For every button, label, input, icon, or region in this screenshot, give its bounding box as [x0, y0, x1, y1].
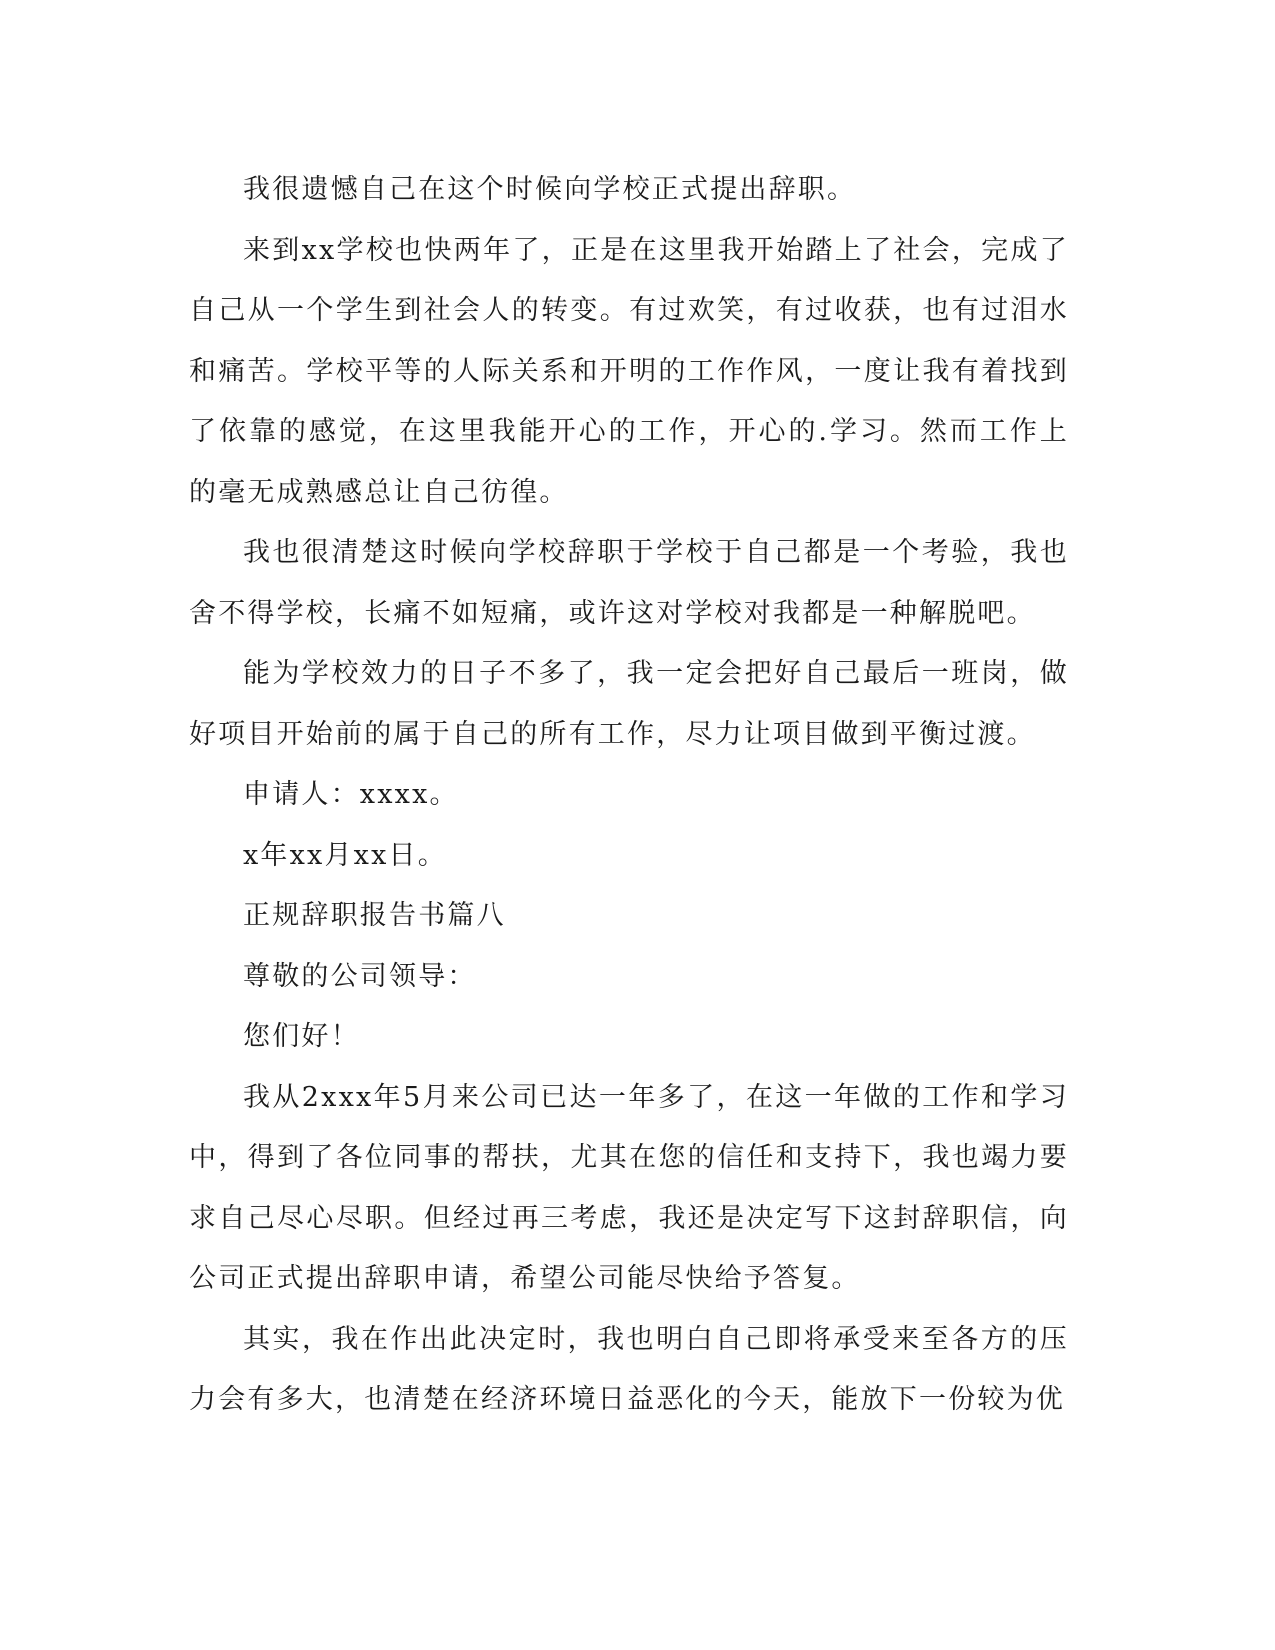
applicant-line: 申请人：xxxx。: [243, 779, 459, 810]
paragraph-final-duties: 能为学校效力的日子不多了，我一定会把好自己最后一班岗，做好项目开始前的属于自己的所有工作，尽力让项目做到平衡过渡。: [189, 658, 1069, 750]
greeting: 您们好！: [243, 1021, 360, 1052]
section-heading: 正规辞职报告书篇八: [243, 900, 506, 931]
paragraph-two-years-at-school: 来到xx学校也快两年了，正是在这里我开始踏上了社会，完成了自己从一个学生到社会人的转变。有过欢笑，有过收获，也有过泪水和痛苦。学校平等的人际关系和开明的工作作风，一度让我有着找到了依靠的感觉，在这里我能开心的工作，开心的.学习。然而工作上的毫无成熟感总让自己彷徨。: [189, 234, 1069, 508]
paragraph-test-and-relief: 我也很清楚这时候向学校辞职于学校于自己都是一个考验，我也舍不得学校，长痛不如短痛，或许这对学校对我都是一种解脱吧。: [189, 537, 1069, 629]
date-line: x年xx月xx日。: [243, 839, 447, 871]
paragraph-one-year-at-company: 我从2xxx年5月来公司已达一年多了，在这一年做的工作和学习中，得到了各位同事的帮扶，尤其在您的信任和支持下，我也竭力要求自己尽心尽职。但经过再三考虑，我还是决定写下这封辞职信，向公司正式提出辞职申请，希望公司能尽快给予答复。: [189, 1081, 1069, 1294]
document-body: [189, 160, 1069, 1431]
paragraph-resignation-regret: 我很遗憾自己在这个时候向学校正式提出辞职。: [243, 174, 857, 205]
paragraph-pressure-decision: 其实，我在作出此决定时，我也明白自己即将承受来至各方的压力会有多大，也清楚在经济环境日益恶化的今天，能放下一份较为优: [189, 1323, 1069, 1415]
salutation: 尊敬的公司领导：: [243, 960, 477, 992]
